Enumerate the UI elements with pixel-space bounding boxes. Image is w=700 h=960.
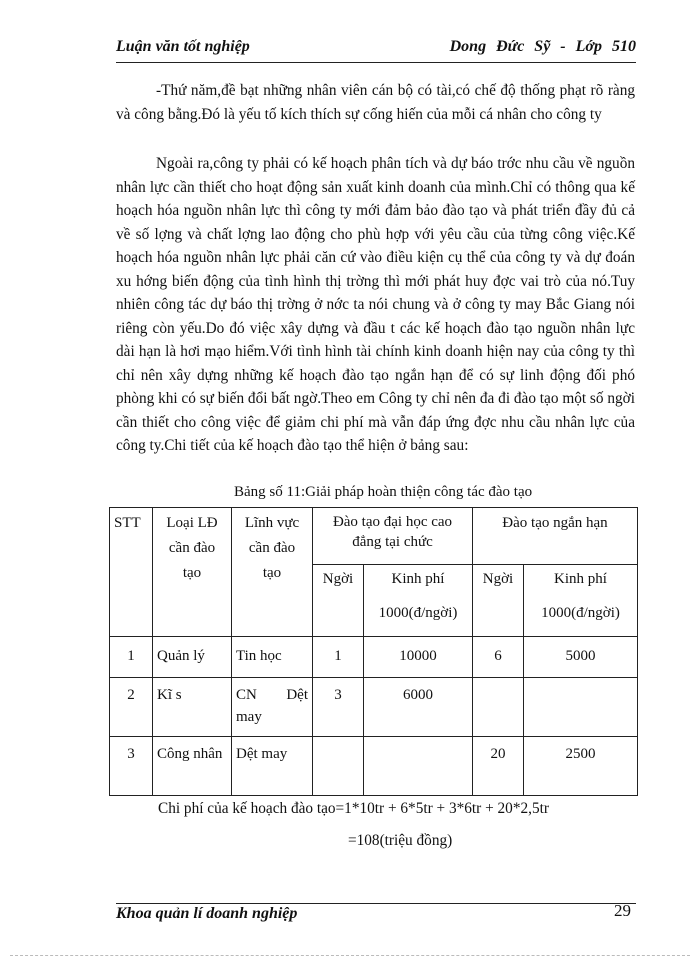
header-nguoi-2: Ngời <box>473 565 524 637</box>
header-rule <box>116 62 636 63</box>
cell-nguoi-2: 20 <box>473 737 524 796</box>
cost-total: =108(triệu đồng) <box>348 832 453 849</box>
paragraph-1: -Thứ năm,đề bạt những nhân viên cán bộ có tài,có chế độ thống phạt rõ ràng và công bằng.Đó là yếu tố kích thích sự cống hiến của mỗi cá nhân cho công ty <box>116 82 635 123</box>
header-kinh-phi-2: Kinh phí 1000(đ/ngời) <box>524 565 638 637</box>
cell-linh-vuc: Tin học <box>232 637 313 678</box>
header-stt: STT <box>110 508 153 637</box>
footer-faculty: Khoa quản lí doanh nghiệp <box>116 905 298 922</box>
table-header-row-1 <box>110 508 638 565</box>
cell-kinh-phi-2 <box>524 678 638 737</box>
cell-stt: 1 <box>110 637 153 678</box>
cost-formula: Chi phí của kế hoạch đào tạo=1*10tr + 6*5tr + 3*6tr + 20*2,5tr <box>158 800 549 817</box>
table-row <box>110 678 638 737</box>
header-thesis-title: Luận văn tốt nghiệp <box>116 38 250 55</box>
cell-kinh-phi-2: 5000 <box>524 637 638 678</box>
cell-linh-vuc: CN Dệt may <box>232 678 313 737</box>
training-table <box>109 507 638 796</box>
footer-rule <box>116 903 636 904</box>
cell-loai: Quản lý <box>153 637 232 678</box>
table-row <box>110 637 638 678</box>
cell-kinh-phi-1: 6000 <box>364 678 473 737</box>
cell-kinh-phi-1 <box>364 737 473 796</box>
page-number: 29 <box>614 901 631 920</box>
table-caption: Bảng số 11:Giải pháp hoàn thiện công tác đào tạo <box>234 484 533 500</box>
header-linh-vuc: Lĩnh vực cần đào tạo <box>232 508 313 637</box>
cell-kinh-phi-2: 2500 <box>524 737 638 796</box>
header-loai-ld: Loại LĐ cần đào tạo <box>153 508 232 637</box>
header-nguoi-1: Ngời <box>313 565 364 637</box>
cell-nguoi-2: 6 <box>473 637 524 678</box>
header-group-dai-hoc: Đào tạo đại học cao đẳng tại chức <box>313 508 473 565</box>
table-row <box>110 737 638 796</box>
page-break-line <box>10 955 690 956</box>
header-group-ngan-han: Đào tạo ngắn hạn <box>473 508 638 565</box>
cell-nguoi-1: 1 <box>313 637 364 678</box>
cell-loai: Công nhân <box>153 737 232 796</box>
cell-stt: 3 <box>110 737 153 796</box>
cell-nguoi-2 <box>473 678 524 737</box>
cell-nguoi-1: 3 <box>313 678 364 737</box>
cell-stt: 2 <box>110 678 153 737</box>
paragraph-2: Ngoài ra,công ty phải có kế hoạch phân tích và dự báo trớc nhu cầu về nguồn nhân lực cần thiết cho hoạt động sản xuất kinh doanh của mình.Chỉ có thông qua kế hoạch hóa nguồn nhân lực thì công ty mới đảm bảo đào tạo và phát triển đầy đủ cả về số lợng và chất lợng lao động cho phù hợp với yêu cầu của từng công việc.Kế hoạch hóa nguồn nhân lực phải căn cứ vào điều kiện cụ thể của công ty và dự đoán xu hớng biến động của tình hình thị trờng thì mới phát huy đợc vai trò của nó.Tuy nhiên công tác dự báo thị trờng ở nớc ta nói chung và ở công ty may Bắc Giang nói riêng còn yếu.Do đó việc xây dựng và đầu t các kế hoạch đào tạo nguồn nhân lực dài hạn là hơi mạo hiểm.Với tình hình tài chính kinh doanh hiện nay của công ty thì chỉ nên xây dựng những kế hoạch đào tạo ngắn hạn để có sự linh động đối phó phòng khi có sự biến đổi bất ngờ.Theo em Công ty chỉ nên đa đi đào tạo một số ngời cần thiết cho công việc để giảm chi phí mà vẫn đáp ứng đợc nhu cầu nhân lực của công ty.Chi tiết của kế hoạch đào tạo thể hiện ở bảng sau: <box>116 155 635 454</box>
cell-linh-vuc: Dệt may <box>232 737 313 796</box>
cell-loai: Kĩ s <box>153 678 232 737</box>
header-kinh-phi-1: Kinh phí 1000(đ/ngời) <box>364 565 473 637</box>
cell-nguoi-1 <box>313 737 364 796</box>
cell-kinh-phi-1: 10000 <box>364 637 473 678</box>
header-author: Dong Đức Sỹ - Lớp 510 <box>449 38 636 55</box>
page-header <box>116 38 636 62</box>
